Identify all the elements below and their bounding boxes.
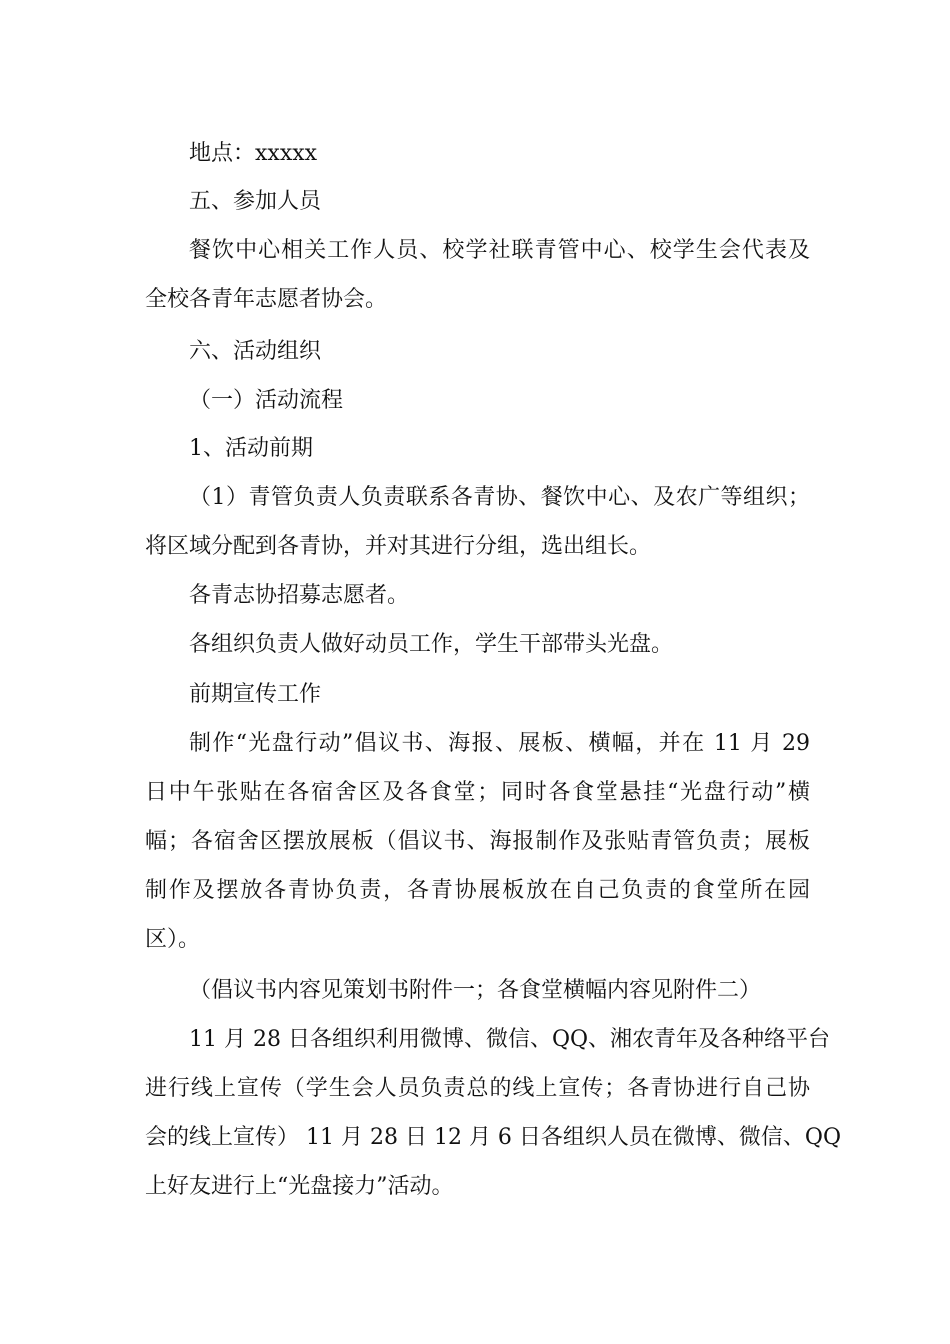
location-line: 地点：xxxxx [189,141,318,166]
early-stage-paragraph-line: 将区域分配到各青协，并对其进行分组，选出组长。 [145,534,652,559]
early-stage-paragraph-line: （1）青管负责人负责联系各青协、餐饮中心、及农广等组织； [189,485,810,510]
online-publicity-paragraph-line: 会的线上宣传） 11 月 28 日 12 月 6 日各组织人员在微博、微信、QQ [145,1125,841,1150]
publicity-paragraph-line: 制作“光盘行动”倡议书、海报、展板、横幅，并在 11 月 29 [189,731,810,756]
subsection-heading-process: （一）活动流程 [189,388,344,413]
online-publicity-paragraph-line: 上好友进行上“光盘接力”活动。 [145,1174,454,1199]
publicity-paragraph-line: 幅；各宿舍区摆放展板（倡议书、海报制作及张贴青管负责；展板 [145,829,810,854]
item-heading-early-stage: 1、活动前期 [189,436,313,461]
appendix-note-line: （倡议书内容见策划书附件一；各食堂横幅内容见附件二） [189,978,762,1003]
publicity-paragraph-line: 区）。 [145,927,201,952]
online-publicity-paragraph-line: 11 月 28 日各组织利用微博、微信、QQ、湘农青年及各种络平台 [189,1027,831,1052]
publicity-paragraph-line: 日中午张贴在各宿舍区及各食堂；同时各食堂悬挂“光盘行动”横 [145,780,810,805]
publicity-paragraph-line: 制作及摆放各青协负责，各青协展板放在自己负责的食堂所在园 [145,878,810,903]
volunteer-recruit-line: 各青志协招募志愿者。 [189,583,410,608]
participants-paragraph-line: 餐饮中心相关工作人员、校学社联青管中心、校学生会代表及 [189,238,810,263]
mobilization-line: 各组织负责人做好动员工作，学生干部带头光盘。 [189,632,674,657]
section-heading-organization: 六、活动组织 [189,339,322,364]
online-publicity-paragraph-line: 进行线上宣传（学生会人员负责总的线上宣传；各青协进行自己协 [145,1076,810,1101]
section-heading-participants: 五、参加人员 [189,189,322,214]
participants-paragraph-line: 全校各青年志愿者协会。 [145,287,388,312]
publicity-heading: 前期宣传工作 [189,682,322,707]
